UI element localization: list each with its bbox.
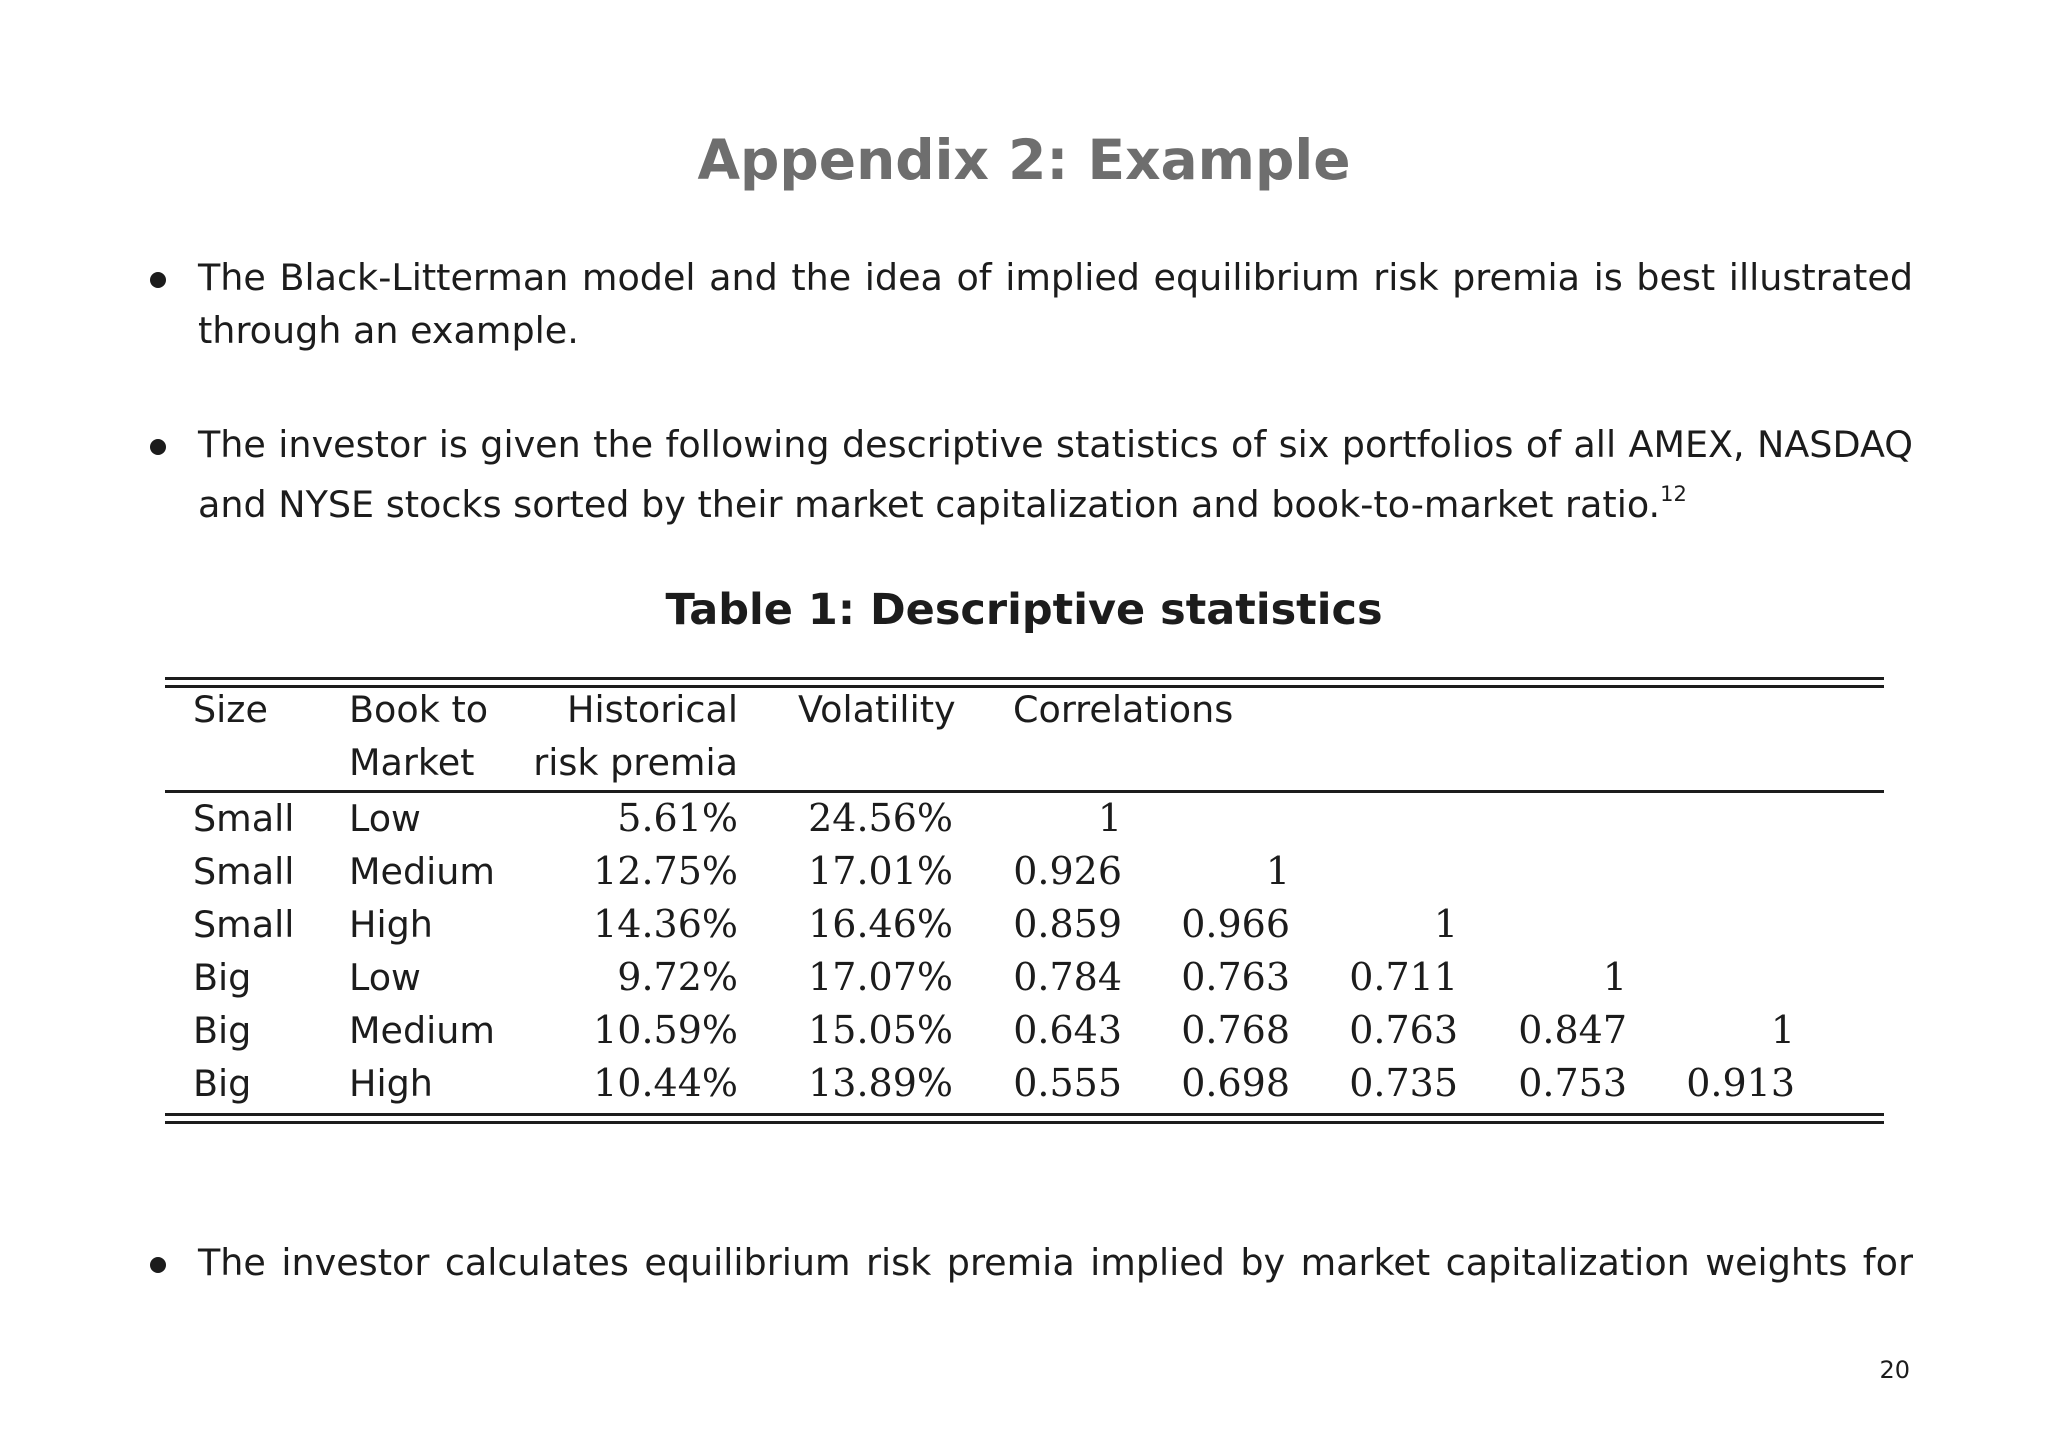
table-cell-correlation: 0.847 — [1518, 1008, 1627, 1052]
table-cell-correlation: 1 — [1433, 902, 1458, 946]
header-size: Size — [193, 688, 268, 731]
table-top-rule — [165, 677, 1884, 680]
bullet-dot-icon — [150, 272, 166, 288]
table-cell-correlation: 0.763 — [1181, 955, 1290, 999]
bullet-dot-icon — [150, 439, 166, 455]
table-cell-volatility: 24.56% — [808, 796, 953, 840]
table-cell-correlation: 1 — [1770, 1008, 1795, 1052]
bullet-item — [145, 418, 1913, 531]
header-correlations: Correlations — [1013, 688, 1234, 731]
table-cell-size: Small — [193, 850, 295, 893]
table-cell-risk-premia: 12.75% — [593, 849, 738, 893]
table-cell-correlation: 0.859 — [1013, 902, 1122, 946]
slide-title: Appendix 2: Example — [697, 128, 1351, 192]
table-cell-risk-premia: 10.44% — [593, 1061, 738, 1105]
table-cell-volatility: 17.07% — [808, 955, 953, 999]
table-cell-size: Big — [193, 1009, 252, 1052]
table-cell-size: Small — [193, 903, 295, 946]
table-cell-risk-premia: 9.72% — [617, 955, 738, 999]
table-cell-volatility: 16.46% — [808, 902, 953, 946]
table-cell-book-to-market: Medium — [349, 1009, 495, 1052]
table-cell-correlation: 0.768 — [1181, 1008, 1290, 1052]
table-cell-correlation: 0.555 — [1013, 1061, 1122, 1105]
table-cell-volatility: 13.89% — [808, 1061, 953, 1105]
bullet-text: The Black-Litterman model and the idea of implied equilibrium risk premia is best illustrated through an example. — [198, 256, 1913, 352]
table-cell-book-to-market: Low — [349, 956, 421, 999]
header-book-to-market-line2: Market — [349, 741, 475, 784]
footnote-marker[interactable]: 12 — [1660, 482, 1687, 506]
table-cell-book-to-market: Medium — [349, 850, 495, 893]
table-cell-correlation: 0.763 — [1349, 1008, 1458, 1052]
table-cell-risk-premia: 10.59% — [593, 1008, 738, 1052]
table-cell-correlation: 0.735 — [1349, 1061, 1458, 1105]
table-cell-book-to-market: High — [349, 1062, 433, 1105]
header-volatility: Volatility — [798, 688, 956, 731]
bullet-dot-icon — [150, 1257, 166, 1273]
table-cell-correlation: 0.643 — [1013, 1008, 1122, 1052]
table-cell-size: Big — [193, 1062, 252, 1105]
table-cell-correlation: 0.966 — [1181, 902, 1290, 946]
table-cell-risk-premia: 14.36% — [593, 902, 738, 946]
table-cell-correlation: 0.913 — [1686, 1061, 1795, 1105]
table-cell-correlation: 0.753 — [1518, 1061, 1627, 1105]
table-bottom-rule — [165, 1113, 1884, 1116]
table-cell-volatility: 15.05% — [808, 1008, 953, 1052]
header-historical-risk-premia-line2: risk premia — [533, 741, 738, 784]
bullet-text: The investor calculates equilibrium risk premia implied by market capitalization weights for — [198, 1241, 1913, 1284]
table-cell-size: Big — [193, 956, 252, 999]
bullet-text — [198, 418, 1913, 531]
header-historical-risk-premia: Historical — [567, 688, 738, 731]
table-cell-size: Small — [193, 797, 295, 840]
table-bottom-rule — [165, 1121, 1884, 1124]
bullet-item — [145, 1236, 1913, 1289]
table-cell-book-to-market: High — [349, 903, 433, 946]
table-cell-correlation: 0.784 — [1013, 955, 1122, 999]
table-cell-correlation: 1 — [1265, 849, 1290, 893]
bullet-item — [145, 251, 1913, 357]
table-cell-book-to-market: Low — [349, 797, 421, 840]
table-cell-correlation: 0.926 — [1013, 849, 1122, 893]
table-cell-correlation: 1 — [1097, 796, 1122, 840]
table-cell-correlation: 0.711 — [1349, 955, 1458, 999]
header-book-to-market: Book to — [349, 688, 489, 731]
table-cell-risk-premia: 5.61% — [617, 796, 738, 840]
table-cell-volatility: 17.01% — [808, 849, 953, 893]
table-cell-correlation: 1 — [1602, 955, 1627, 999]
bullet-text-body: The investor is given the following descriptive statistics of six portfolios of all AMEX, NASDAQ and NYSE stocks sorted by their market capitalization and book-to-market ratio. — [198, 423, 1913, 527]
table-caption: Table 1: Descriptive statistics — [665, 585, 1383, 635]
page-number: 20 — [1879, 1356, 1910, 1384]
table-cell-correlation: 0.698 — [1181, 1061, 1290, 1105]
